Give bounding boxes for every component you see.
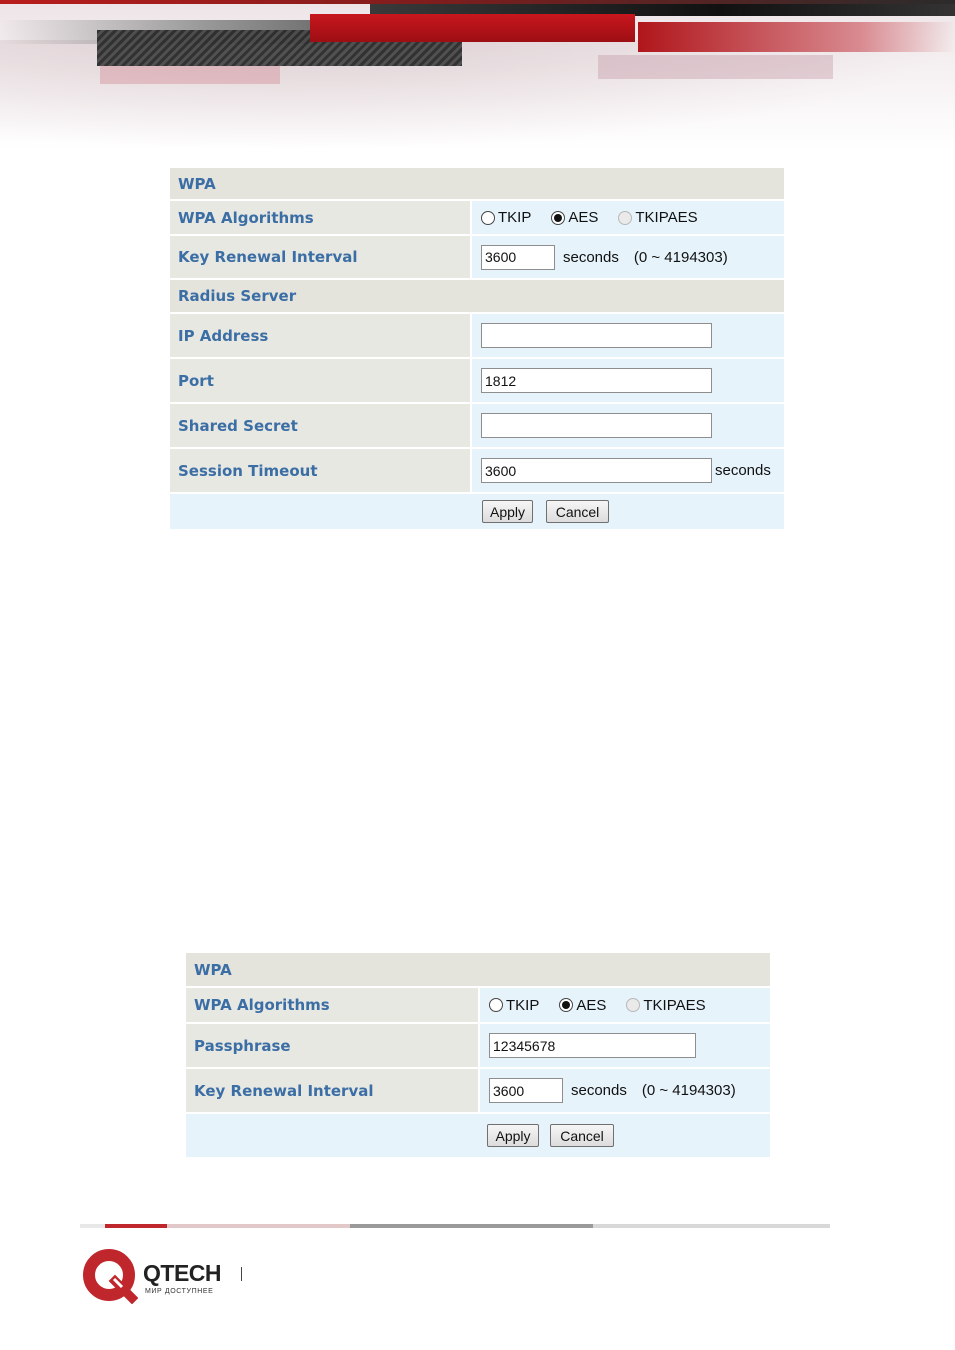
wpa-psk-panel xyxy=(186,953,770,1157)
header-banner xyxy=(0,0,955,150)
key-renewal-input[interactable] xyxy=(481,245,555,270)
session-timeout-row xyxy=(170,449,784,494)
wpa-algorithms-row xyxy=(186,988,770,1024)
button-row xyxy=(170,494,784,529)
radio-tkip[interactable] xyxy=(481,211,495,225)
section-title: Radius Server xyxy=(178,287,297,305)
shared-secret-input[interactable] xyxy=(481,413,712,438)
shared-secret-label: Shared Secret xyxy=(170,404,472,447)
key-renewal-value xyxy=(480,1069,770,1112)
session-timeout-unit: seconds xyxy=(715,462,771,479)
radio-label-aes: AES xyxy=(568,209,599,226)
radio-label-tkipaes: TKIPAES xyxy=(643,996,706,1014)
passphrase-label: Passphrase xyxy=(186,1024,480,1067)
ip-address-label: IP Address xyxy=(170,314,472,357)
radio-aes[interactable] xyxy=(559,998,573,1012)
shared-secret-row xyxy=(170,404,784,449)
section-header-wpa xyxy=(186,953,770,988)
key-renewal-unit: seconds xyxy=(571,1082,627,1099)
logo-name: QTECH xyxy=(143,1260,221,1286)
section-header-wpa xyxy=(170,168,784,201)
qtech-logo-icon xyxy=(82,1248,138,1304)
key-renewal-unit: seconds xyxy=(563,248,619,266)
radio-label-aes: AES xyxy=(576,996,607,1014)
key-renewal-label: Key Renewal Interval xyxy=(186,1069,480,1112)
wpa-algorithms-label: WPA Algorithms xyxy=(186,988,480,1022)
logo-divider xyxy=(241,1267,242,1281)
footer-divider xyxy=(80,1224,830,1228)
cancel-button[interactable]: Cancel xyxy=(546,500,609,523)
apply-button[interactable]: Apply xyxy=(482,500,533,523)
section-title: WPA xyxy=(178,174,216,193)
session-timeout-label: Session Timeout xyxy=(170,449,472,492)
cancel-button[interactable]: Cancel xyxy=(550,1124,614,1147)
wpa-algorithms-options xyxy=(472,201,784,234)
key-renewal-value xyxy=(472,236,784,278)
radio-option-tkipaes xyxy=(626,997,705,1014)
key-renewal-row xyxy=(186,1069,770,1114)
radio-option-tkip[interactable] xyxy=(481,209,531,226)
section-title: WPA xyxy=(194,960,232,979)
radio-aes[interactable] xyxy=(551,211,565,225)
wpa-algorithms-label: WPA Algorithms xyxy=(170,201,472,234)
radio-tkipaes xyxy=(626,998,640,1012)
key-renewal-input[interactable] xyxy=(489,1078,563,1103)
radio-tkipaes xyxy=(618,211,632,225)
ip-address-input[interactable] xyxy=(481,323,712,348)
session-timeout-input[interactable] xyxy=(481,458,712,483)
radio-label-tkipaes: TKIPAES xyxy=(635,209,698,226)
wpa-enterprise-panel xyxy=(170,168,784,529)
passphrase-input[interactable] xyxy=(489,1033,696,1058)
key-renewal-label: Key Renewal Interval xyxy=(170,236,472,278)
radio-tkip[interactable] xyxy=(489,998,503,1012)
radio-label-tkip: TKIP xyxy=(506,996,540,1014)
ip-address-row xyxy=(170,314,784,359)
port-label: Port xyxy=(170,359,472,402)
button-row xyxy=(186,1114,770,1157)
section-header-radius xyxy=(170,280,784,314)
key-renewal-range: (0 ~ 4194303) xyxy=(641,1082,736,1099)
wpa-algorithms-options xyxy=(480,988,770,1022)
passphrase-row xyxy=(186,1024,770,1069)
key-renewal-range: (0 ~ 4194303) xyxy=(633,248,728,266)
radio-option-aes[interactable] xyxy=(551,209,598,226)
radio-option-tkipaes xyxy=(618,209,697,226)
logo-tagline: МИР ДОСТУПНЕЕ xyxy=(145,1288,214,1295)
port-row xyxy=(170,359,784,404)
radio-label-tkip: TKIP xyxy=(498,209,532,226)
radio-option-aes[interactable] xyxy=(559,997,606,1014)
key-renewal-row xyxy=(170,236,784,280)
radio-option-tkip[interactable] xyxy=(489,997,539,1014)
apply-button[interactable]: Apply xyxy=(487,1124,539,1147)
port-input[interactable] xyxy=(481,368,712,393)
wpa-algorithms-row xyxy=(170,201,784,236)
